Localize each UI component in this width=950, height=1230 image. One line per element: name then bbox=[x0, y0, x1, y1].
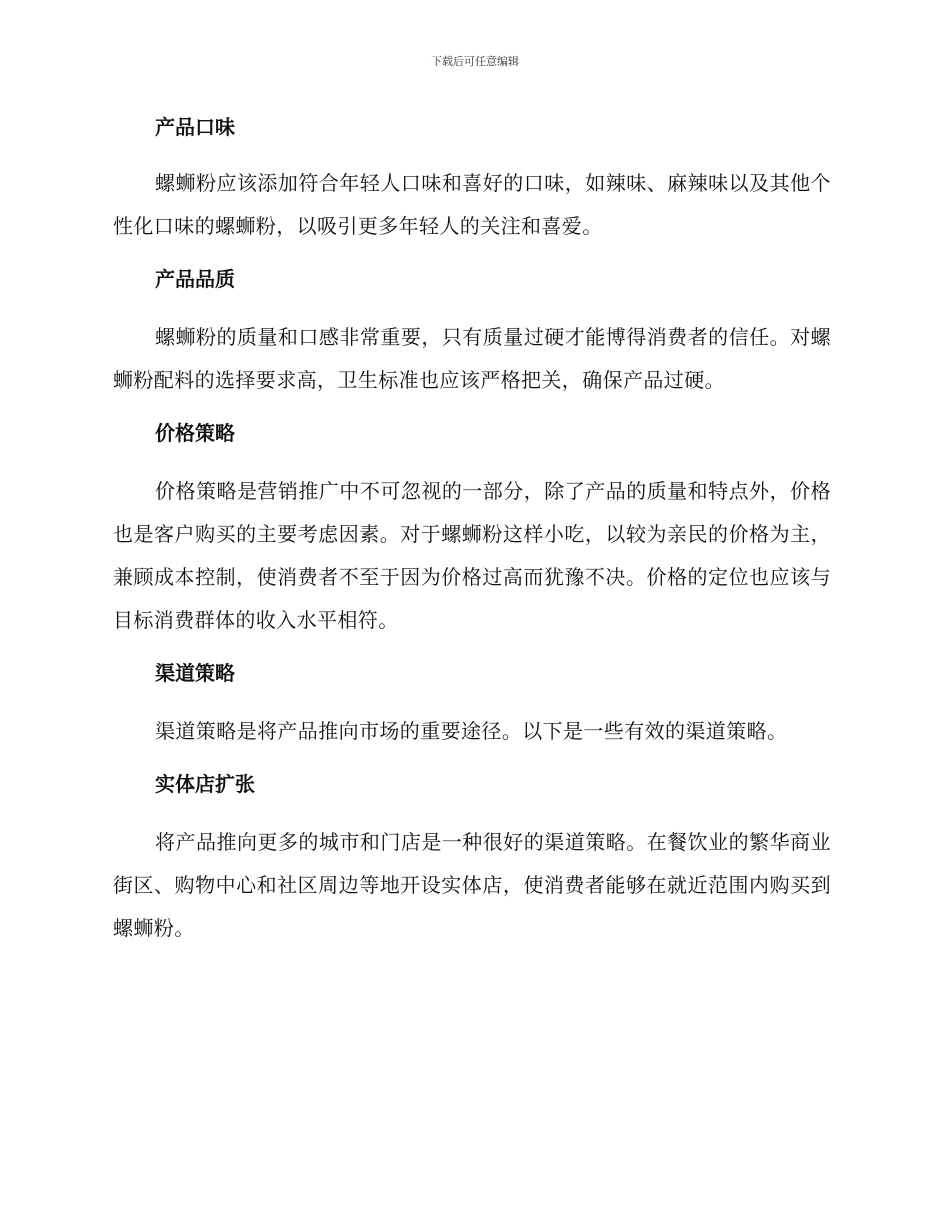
section-heading-product-taste: 产品口味 bbox=[155, 115, 235, 139]
section-paragraph-product-quality: 螺蛳粉的质量和口感非常重要，只有质量过硬才能博得消费者的信任。对螺蛳粉配料的选择要求高，卫生标准也应该严格把关，确保产品过硬。 bbox=[113, 325, 831, 392]
page-header: 下载后可任意编辑 bbox=[431, 55, 519, 68]
section-heading-product-quality: 产品品质 bbox=[155, 267, 235, 291]
section-paragraph-channel-strategy: 渠道策略是将产品推向市场的重要途径。以下是一些有效的渠道策略。 bbox=[155, 719, 788, 743]
section-paragraph-price-strategy: 价格策略是营销推广中不可忽视的一部分，除了产品的质量和特点外，价格也是客户购买的主要考虑因素。对于螺蛳粉这样小吃，以较为亲民的价格为主，兼顾成本控制，使消费者不至于因为价格过高而犹豫不决。价格的定位也应该与目标消费群体的收入水平相符。 bbox=[113, 479, 831, 632]
document-body bbox=[113, 112, 831, 950]
section-paragraph-store-expansion: 将产品推向更多的城市和门店是一种很好的渠道策略。在餐饮业的繁华商业街区、购物中心和社区周边等地开设实体店，使消费者能够在就近范围内购买到螺蛳粉。 bbox=[113, 830, 831, 940]
section-heading-channel-strategy: 渠道策略 bbox=[155, 661, 235, 685]
section-heading-price-strategy: 价格策略 bbox=[155, 421, 235, 445]
section-heading-store-expansion: 实体店扩张 bbox=[155, 772, 255, 796]
section-paragraph-product-taste: 螺蛳粉应该添加符合年轻人口味和喜好的口味，如辣味、麻辣味以及其他个性化口味的螺蛳粉，以吸引更多年轻人的关注和喜爱。 bbox=[113, 171, 831, 238]
